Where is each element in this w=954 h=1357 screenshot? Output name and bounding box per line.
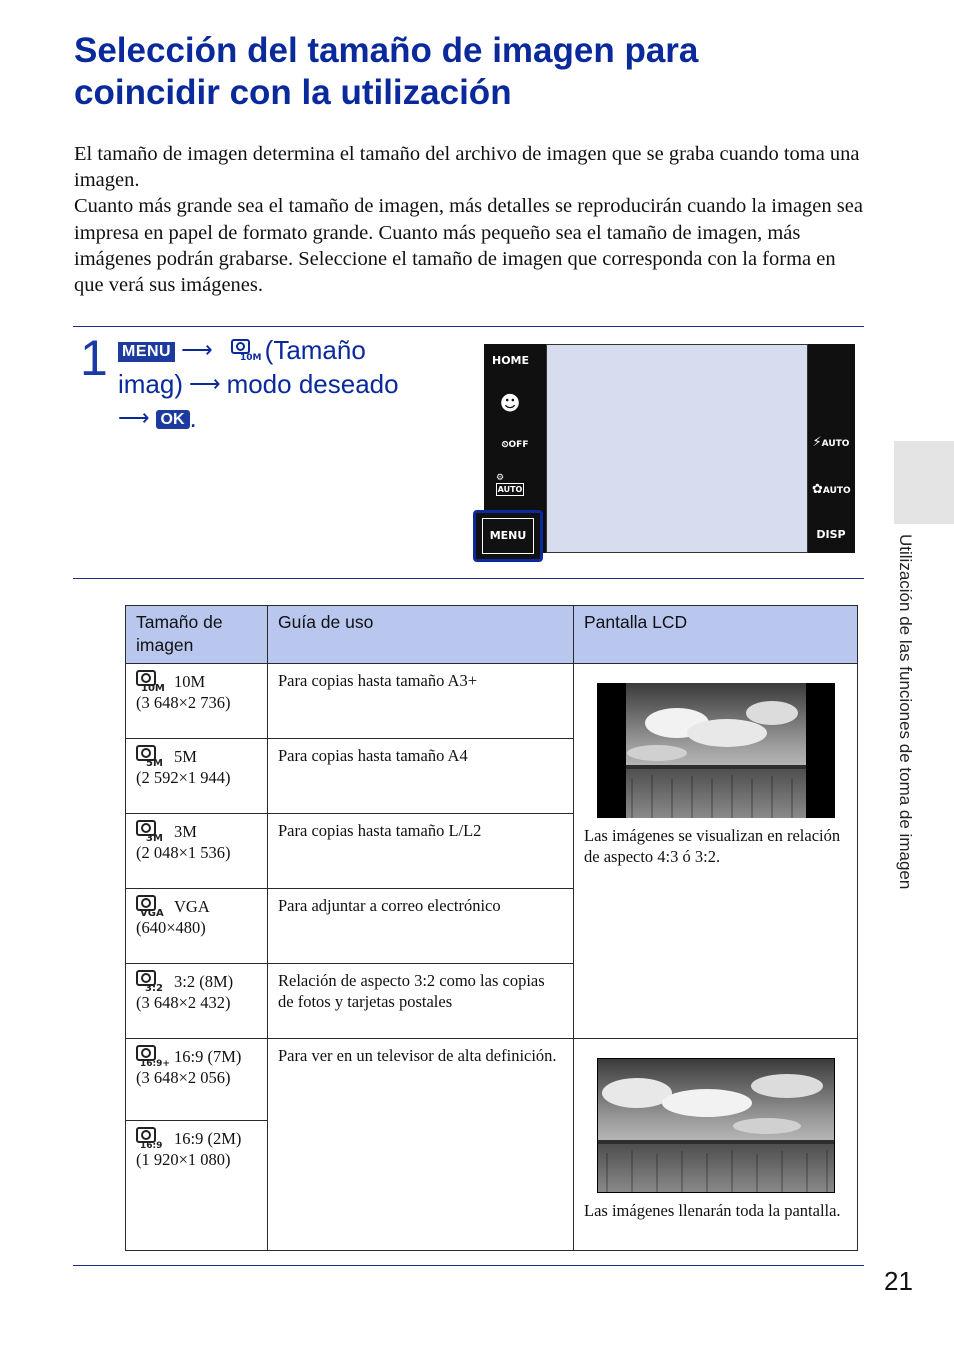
macro-icon[interactable] [812, 483, 850, 498]
flash-bolt-icon: ⚡ [812, 435, 822, 450]
size-resolution: (3 648×2 432) [136, 993, 231, 1012]
self-timer-icon[interactable] [498, 438, 532, 452]
section-divider-bottom [73, 1265, 864, 1266]
size-16-9-7m-icon-label: 16:9+ [140, 1059, 170, 1069]
step-number: 1 [80, 330, 108, 386]
size-label: 16:9 (2M) [174, 1128, 242, 1148]
lcd-caption-full: Las imágenes llenarán toda la pantalla. [584, 1201, 841, 1220]
scene-mode-camera-icon: ⚙ [496, 473, 505, 483]
side-tab-marker [894, 441, 954, 524]
menu-button-highlight[interactable] [473, 510, 543, 562]
size-vga-icon [136, 895, 166, 917]
image-size-table [125, 605, 858, 1251]
image-size-icon [231, 337, 261, 361]
size-3m-icon-label: 3M [146, 833, 163, 844]
page-title [74, 30, 874, 114]
size-3-2-icon-label: 3:2 [145, 983, 163, 994]
macro-flower-icon: ✿ [812, 482, 823, 497]
size-label: 3:2 (8M) [174, 971, 234, 991]
camera-lcd-area [546, 344, 808, 553]
size-5m-icon-label: 5M [146, 758, 163, 769]
size-label: 10M [174, 671, 206, 691]
size-vga-icon-label: VGA [140, 908, 164, 919]
size-10m-icon-label: 10M [141, 683, 165, 694]
size-16-9-2m-icon [136, 1127, 166, 1149]
size-resolution: (2 048×1 536) [136, 843, 231, 862]
size-resolution: (2 592×1 944) [136, 768, 231, 787]
step-instruction [118, 333, 448, 435]
size-cell [126, 889, 268, 964]
arrow-right-icon: ⟶ [181, 337, 213, 362]
size-16-9-7m-icon [136, 1045, 170, 1069]
size-resolution: (3 648×2 736) [136, 693, 231, 712]
usage-cell: Para ver en un televisor de alta definición. [268, 1039, 574, 1251]
arrow-right-icon: ⟶ [189, 371, 221, 396]
size-3-2-icon [136, 970, 166, 992]
lcd-cell-16-9 [574, 1039, 858, 1251]
size-16-9-2m-icon-label: 16:9 [140, 1141, 163, 1151]
size-cell [126, 814, 268, 889]
lcd-caption-aspect: Las imágenes se visualizan en relación de aspecto 4:3 ó 3:2. [584, 826, 841, 866]
step-text-b: imag) [118, 369, 184, 399]
side-chapter-label: Utilización de las funciones de toma de imagen [896, 534, 915, 890]
scene-mode-icon[interactable] [496, 474, 524, 496]
size-cell [126, 664, 268, 739]
header-image-size: Tamaño de imagen [126, 606, 268, 664]
page-title-line2: coincidir con la utilización [74, 73, 512, 112]
step-text-a: (Tamaño [264, 335, 366, 365]
intro-paragraph-2: Cuanto más grande sea el tamaño de imagen, más detalles se reproducirán cuando la imagen sea impresa en papel de formato grande. Cuanto más pequeño sea el tamaño de imagen, más imágenes podrán grabarse. Seleccione el tamaño de imagen que corresponda con la forma en que verá sus imágenes. [74, 195, 863, 297]
step-text-c: modo deseado [226, 369, 399, 399]
home-button[interactable]: HOME [492, 354, 530, 367]
sample-photo-4-3 [597, 683, 835, 818]
arrow-right-icon: ⟶ [118, 405, 150, 430]
usage-cell: Relación de aspecto 3:2 como las copias de fotos y tarjetas postales [268, 964, 574, 1039]
self-timer-clock-icon: ⏲ [501, 440, 509, 450]
usage-cell: Para copias hasta tamaño A4 [268, 739, 574, 814]
size-label: VGA [174, 896, 210, 916]
flash-label: AUTO [821, 439, 850, 449]
usage-cell: Para copias hasta tamaño A3+ [268, 664, 574, 739]
table-row [126, 1039, 858, 1121]
size-label: 16:9 (7M) [174, 1046, 242, 1066]
lcd-cell-43 [574, 664, 858, 1039]
size-cell [126, 1121, 268, 1251]
size-10m-icon [136, 670, 166, 692]
intro-text [74, 141, 864, 298]
usage-cell: Para adjuntar a correo electrónico [268, 889, 574, 964]
size-5m-icon [136, 745, 166, 767]
section-divider-top [73, 326, 864, 327]
face-detection-icon[interactable]: ☻ [499, 391, 521, 415]
table-header-row [126, 606, 858, 664]
ok-button-icon: OK [156, 410, 190, 429]
image-size-icon-label: 10M [239, 353, 262, 363]
header-usage-guide: Guía de uso [268, 606, 574, 664]
size-resolution: (1 920×1 080) [136, 1150, 231, 1169]
size-resolution: (640×480) [136, 918, 206, 937]
macro-label: AUTO [822, 486, 851, 496]
size-label: 5M [174, 746, 197, 766]
size-3m-icon [136, 820, 166, 842]
flash-icon[interactable] [812, 436, 850, 451]
size-cell [126, 964, 268, 1039]
size-label: 3M [174, 821, 197, 841]
scene-mode-label: AUTO [497, 485, 523, 494]
sample-photo-16-9 [597, 1058, 835, 1193]
page-number: 21 [884, 1266, 913, 1296]
size-cell [126, 739, 268, 814]
menu-button-label: MENU [482, 518, 534, 554]
intro-paragraph-1: El tamaño de imagen determina el tamaño del archivo de imagen que se graba cuando toma una imagen. [74, 143, 860, 192]
page-title-line1: Selección del tamaño de imagen para [74, 31, 699, 70]
table-row [126, 664, 858, 739]
usage-cell: Para copias hasta tamaño L/L2 [268, 814, 574, 889]
header-lcd-screen: Pantalla LCD [574, 606, 858, 664]
size-resolution: (3 648×2 056) [136, 1068, 231, 1087]
step-text-end: . [189, 403, 197, 433]
disp-button[interactable]: DISP [816, 528, 846, 541]
section-divider-middle [73, 578, 864, 579]
menu-button-icon: MENU [118, 342, 175, 362]
self-timer-label: OFF [508, 440, 529, 450]
size-cell [126, 1039, 268, 1121]
